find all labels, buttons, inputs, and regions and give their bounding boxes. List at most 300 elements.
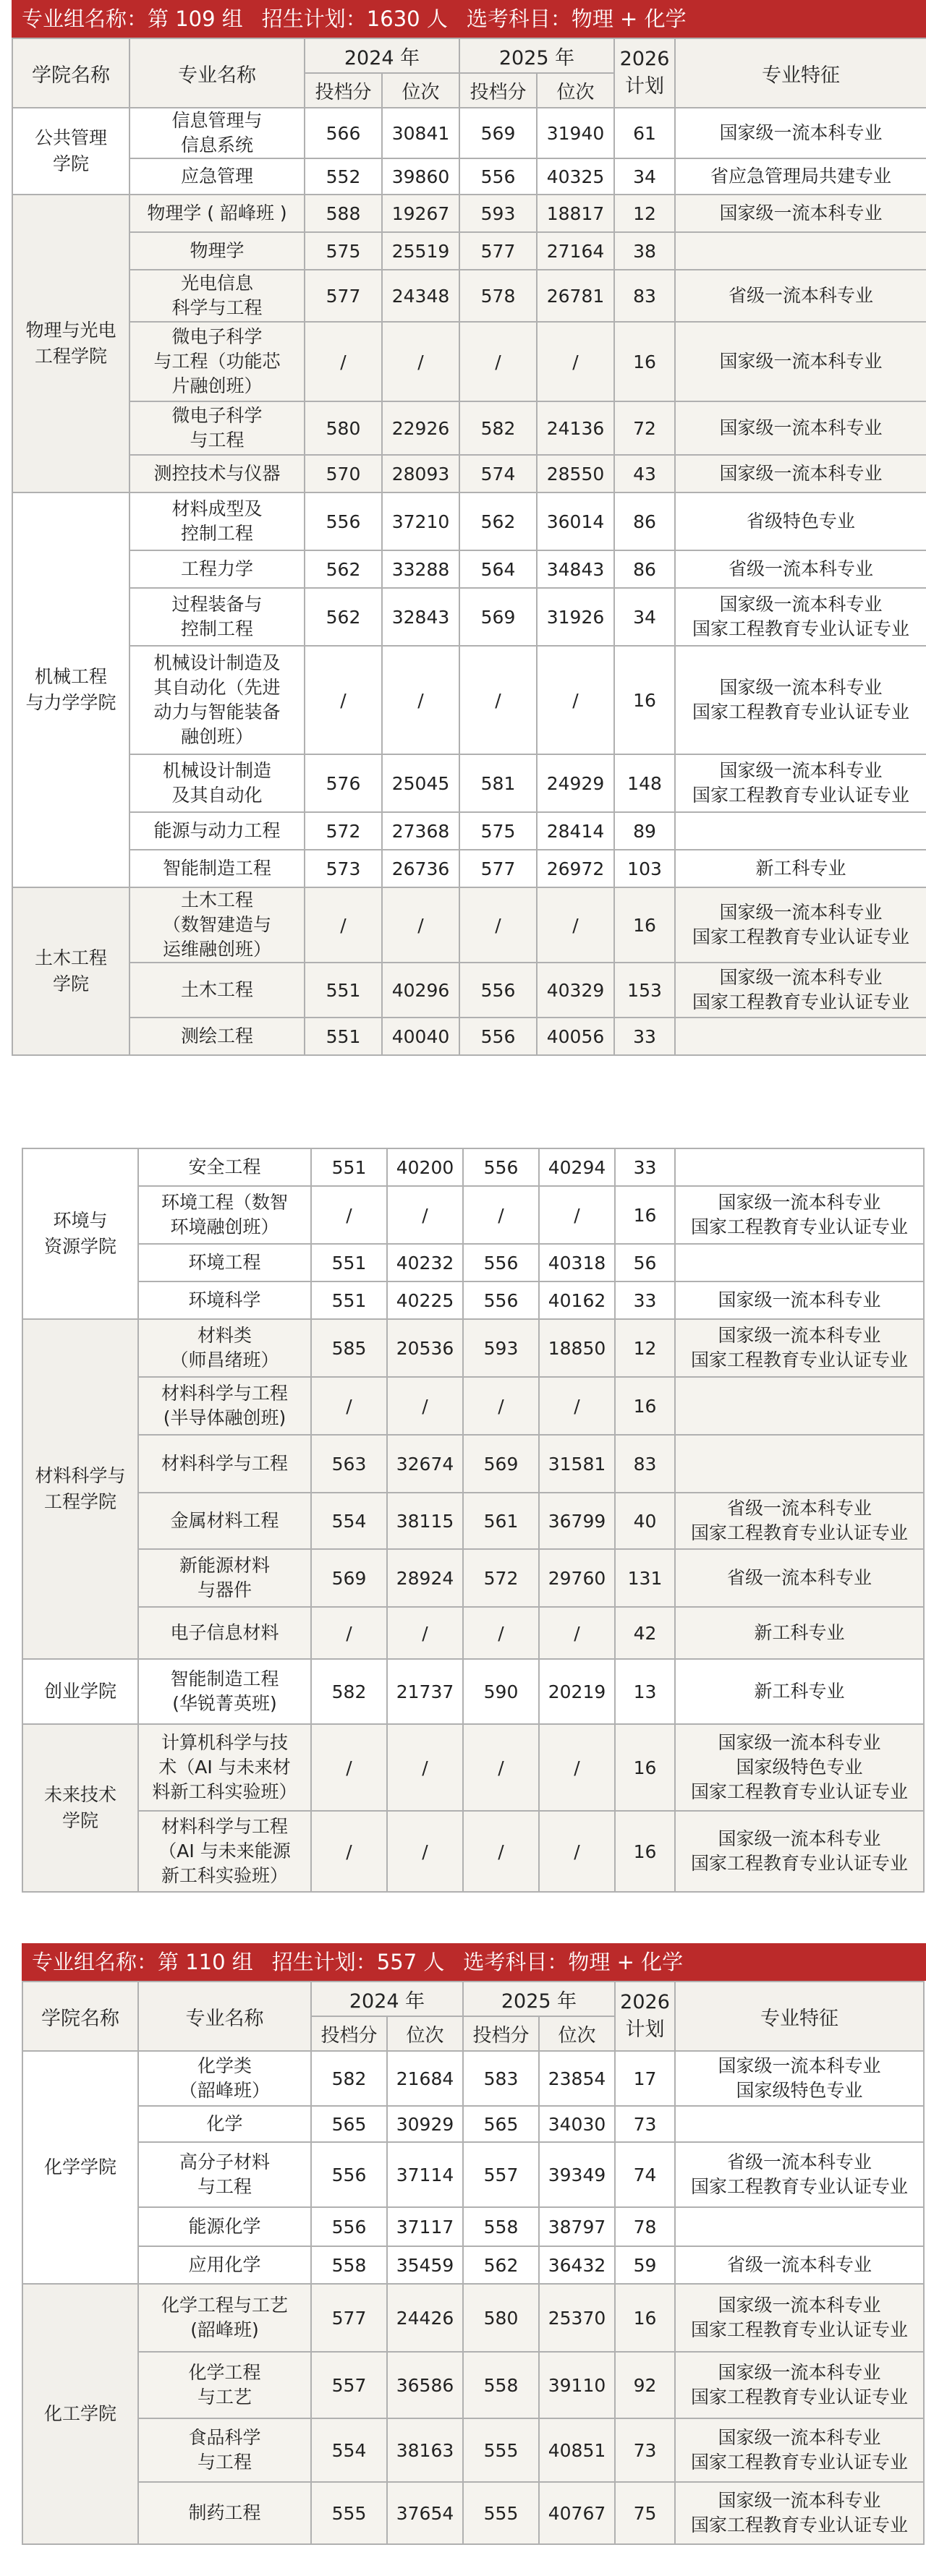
score-2025: / (463, 1186, 539, 1244)
major-feature (675, 1435, 924, 1493)
score-2024: 580 (305, 401, 382, 455)
header-college: 学院名称 (12, 38, 129, 108)
rank-2025: 26972 (537, 850, 614, 887)
score-2025: 564 (459, 550, 537, 588)
score-2024: 556 (305, 492, 382, 550)
table-row (12, 646, 926, 754)
score-2025: 556 (463, 1148, 539, 1186)
score-2025: 569 (463, 1435, 539, 1493)
major-name: 测控技术与仪器 (129, 455, 305, 492)
rank-2024: 37210 (382, 492, 459, 550)
score-2024: 577 (311, 2284, 387, 2352)
score-2025: / (463, 1724, 539, 1811)
major-feature: 省级一流本科专业 (675, 270, 926, 322)
table-row (12, 232, 926, 270)
rank-2025: / (539, 1811, 615, 1892)
plan-2026: 40 (615, 1493, 675, 1549)
plan-2026: 43 (614, 455, 675, 492)
rank-2024: 25045 (382, 754, 459, 812)
table-row (12, 455, 926, 492)
score-2025: 555 (463, 2482, 539, 2544)
score-2024: 554 (311, 1493, 387, 1549)
major-feature (675, 2106, 924, 2142)
rank-2025: 23854 (539, 2051, 615, 2106)
rank-2025: 20219 (539, 1659, 615, 1724)
header-rank-2024: 位次 (387, 2016, 463, 2051)
table-row (12, 158, 926, 195)
rank-2024: 37114 (387, 2142, 463, 2207)
header-score-2025: 投档分 (459, 73, 537, 108)
college-name: 未来技术 学院 (22, 1724, 138, 1892)
plan-2026: 34 (614, 158, 675, 195)
major-name: 能源化学 (138, 2207, 311, 2246)
major-feature: 国家级一流本科专业 (675, 455, 926, 492)
major-feature: 国家级一流本科专业 国家工程教育专业认证专业 (675, 2352, 924, 2418)
rank-2024: 21737 (387, 1659, 463, 1724)
score-2025: 557 (463, 2142, 539, 2207)
rank-2025: 28550 (537, 455, 614, 492)
score-2024: 557 (311, 2352, 387, 2418)
rank-2024: 21684 (387, 2051, 463, 2106)
rank-2024: 35459 (387, 2246, 463, 2284)
major-feature: 省级一流本科专业 (675, 1549, 924, 1607)
table-row (12, 550, 926, 588)
score-2024: 575 (305, 232, 382, 270)
table-row (12, 270, 926, 322)
major-feature: 国家级一流本科专业 国家工程教育专业认证专业 (675, 588, 926, 646)
header-2024: 2024 年 (311, 1982, 463, 2016)
table-row (22, 1659, 924, 1724)
rank-2025: / (537, 322, 614, 401)
major-feature: 国家级一流本科专业 国家工程教育专业认证专业 (675, 646, 926, 754)
major-name: 土木工程 (129, 963, 305, 1018)
score-2024: / (311, 1724, 387, 1811)
score-2024: 554 (311, 2418, 387, 2482)
table-row (12, 754, 926, 812)
major-name: 化学工程 与工艺 (138, 2352, 311, 2418)
table-row (12, 322, 926, 401)
rank-2025: 28414 (537, 812, 614, 850)
table-row (12, 492, 926, 550)
header-score-2024: 投档分 (305, 73, 382, 108)
score-2025: 569 (459, 588, 537, 646)
major-feature: 新工科专业 (675, 1607, 924, 1659)
score-2024: 569 (311, 1549, 387, 1607)
major-name: 过程装备与 控制工程 (129, 588, 305, 646)
plan-2026: 17 (615, 2051, 675, 2106)
major-name: 材料类 （师昌绪班） (138, 1319, 311, 1377)
rank-2024: 37117 (387, 2207, 463, 2246)
major-feature: 国家级一流本科专业 国家工程教育专业认证专业 (675, 1811, 924, 1892)
major-feature: 国家级一流本科专业 国家工程教育专业认证专业 (675, 963, 926, 1018)
rank-2025: / (539, 1724, 615, 1811)
rank-2025: 18817 (537, 195, 614, 232)
rank-2025: 36432 (539, 2246, 615, 2284)
major-feature: 国家级一流本科专业 (675, 401, 926, 455)
score-2025: / (459, 322, 537, 401)
rank-2024: 40040 (382, 1018, 459, 1055)
score-2024: / (305, 322, 382, 401)
plan-2026: 16 (614, 887, 675, 963)
major-name: 环境科学 (138, 1281, 311, 1319)
rank-2024: 30929 (387, 2106, 463, 2142)
score-2024: 570 (305, 455, 382, 492)
rank-2024: 24348 (382, 270, 459, 322)
major-name: 材料科学与工程 （AI 与未来能源 新工科实验班） (138, 1811, 311, 1892)
rank-2025: 39110 (539, 2352, 615, 2418)
plan-2026: 16 (614, 646, 675, 754)
major-name: 新能源材料 与器件 (138, 1549, 311, 1607)
score-2024: 566 (305, 108, 382, 158)
header-rank-2025: 位次 (539, 2016, 615, 2051)
plan-2026: 38 (614, 232, 675, 270)
score-2024: / (305, 887, 382, 963)
table-row (12, 108, 926, 158)
score-2025: 556 (459, 158, 537, 195)
header-plan-2026: 2026 计划 (614, 38, 675, 108)
score-2024: 563 (311, 1435, 387, 1493)
score-2024: 582 (311, 2051, 387, 2106)
rank-2025: 36014 (537, 492, 614, 550)
major-name: 光电信息 科学与工程 (129, 270, 305, 322)
rank-2025: 40056 (537, 1018, 614, 1055)
score-2024: 576 (305, 754, 382, 812)
rank-2025: 24136 (537, 401, 614, 455)
score-2024: 552 (305, 158, 382, 195)
major-feature: 省级一流本科专业 国家工程教育专业认证专业 (675, 1493, 924, 1549)
major-name: 工程力学 (129, 550, 305, 588)
major-feature: 省级特色专业 (675, 492, 926, 550)
rank-2024: / (382, 322, 459, 401)
score-2024: 556 (311, 2207, 387, 2246)
major-name: 测绘工程 (129, 1018, 305, 1055)
score-2025: 577 (459, 232, 537, 270)
major-name: 金属材料工程 (138, 1493, 311, 1549)
rank-2025: 40318 (539, 1244, 615, 1281)
major-name: 安全工程 (138, 1148, 311, 1186)
major-feature: 省级一流本科专业 (675, 550, 926, 588)
score-2025: 555 (463, 2418, 539, 2482)
major-feature: 国家级一流本科专业 国家工程教育专业认证专业 (675, 2418, 924, 2482)
plan-2026: 56 (615, 1244, 675, 1281)
major-name: 物理学 (129, 232, 305, 270)
score-2024: 558 (311, 2246, 387, 2284)
score-2025: 572 (463, 1549, 539, 1607)
major-name: 环境工程（数智 环境融创班） (138, 1186, 311, 1244)
score-2024: 588 (305, 195, 382, 232)
score-2024: 555 (311, 2482, 387, 2544)
score-2024: / (311, 1377, 387, 1435)
major-name: 电子信息材料 (138, 1607, 311, 1659)
major-feature: 国家级一流本科专业 国家工程教育专业认证专业 (675, 1186, 924, 1244)
table-row (12, 1018, 926, 1055)
plan-2026: 75 (615, 2482, 675, 2544)
rank-2025: / (539, 1607, 615, 1659)
major-name: 计算机科学与技 术（AI 与未来材 料新工科实验班） (138, 1724, 311, 1811)
header-score-2025: 投档分 (463, 2016, 539, 2051)
rank-2025: 25370 (539, 2284, 615, 2352)
plan-2026: 16 (615, 1724, 675, 1811)
plan-2026: 12 (614, 195, 675, 232)
major-feature: 省应急管理局共建专业 (675, 158, 926, 195)
score-2024: 551 (311, 1244, 387, 1281)
major-name: 微电子科学 与工程 (129, 401, 305, 455)
table-row (12, 887, 926, 963)
major-name: 材料成型及 控制工程 (129, 492, 305, 550)
rank-2025: / (539, 1186, 615, 1244)
score-2025: 580 (463, 2284, 539, 2352)
rank-2024: 39860 (382, 158, 459, 195)
major-name: 材料科学与工程 (半导体融创班) (138, 1377, 311, 1435)
header-feature: 专业特征 (675, 1982, 924, 2051)
rank-2024: 25519 (382, 232, 459, 270)
table-row (22, 2051, 924, 2106)
rank-2024: / (387, 1377, 463, 1435)
major-feature: 新工科专业 (675, 1659, 924, 1724)
table-row (12, 588, 926, 646)
rank-2024: / (382, 646, 459, 754)
major-name: 环境工程 (138, 1244, 311, 1281)
score-2024: 572 (305, 812, 382, 850)
group-subjects: 选考科目：物理 + 化学 (466, 7, 687, 31)
score-2025: 583 (463, 2051, 539, 2106)
major-feature: 国家级一流本科专业 国家工程教育专业认证专业 (675, 887, 926, 963)
score-2025: 556 (463, 1281, 539, 1319)
rank-2025: 40294 (539, 1148, 615, 1186)
score-2024: 582 (311, 1659, 387, 1724)
score-2024: 562 (305, 550, 382, 588)
plan-2026: 153 (614, 963, 675, 1018)
major-name: 化学类 （韶峰班） (138, 2051, 311, 2106)
score-2024: / (311, 1811, 387, 1892)
college-name: 化学学院 (22, 2051, 138, 2284)
score-2024: 551 (311, 1148, 387, 1186)
major-feature (675, 1377, 924, 1435)
plan-2026: 42 (615, 1607, 675, 1659)
header-2024: 2024 年 (305, 38, 459, 73)
score-2025: 593 (459, 195, 537, 232)
plan-2026: 16 (615, 1377, 675, 1435)
rank-2025: 31581 (539, 1435, 615, 1493)
major-name: 材料科学与工程 (138, 1435, 311, 1493)
plan-2026: 33 (615, 1281, 675, 1319)
plan-2026: 131 (615, 1549, 675, 1607)
score-2025: 577 (459, 850, 537, 887)
rank-2024: 36586 (387, 2352, 463, 2418)
table-row (22, 1549, 924, 1607)
rank-2025: 34843 (537, 550, 614, 588)
rank-2024: 30841 (382, 108, 459, 158)
score-2024: 565 (311, 2106, 387, 2142)
rank-2025: / (537, 887, 614, 963)
rank-2024: 38115 (387, 1493, 463, 1549)
table-row (22, 1186, 924, 1244)
rank-2025: / (537, 646, 614, 754)
header-2025: 2025 年 (459, 38, 614, 73)
plan-2026: 16 (615, 1811, 675, 1892)
major-feature: 国家级一流本科专业 国家级特色专业 国家工程教育专业认证专业 (675, 1724, 924, 1811)
major-feature: 国家级一流本科专业 国家级特色专业 (675, 2051, 924, 2106)
plan-2026: 103 (614, 850, 675, 887)
table-row (22, 1435, 924, 1493)
rank-2025: 40767 (539, 2482, 615, 2544)
admission-table (22, 1148, 925, 1893)
major-feature (675, 1018, 926, 1055)
score-2025: 578 (459, 270, 537, 322)
table-row (22, 1607, 924, 1659)
rank-2024: 40296 (382, 963, 459, 1018)
table-row (22, 2482, 924, 2544)
major-feature: 国家级一流本科专业 国家工程教育专业认证专业 (675, 754, 926, 812)
plan-2026: 73 (615, 2418, 675, 2482)
table-row (12, 812, 926, 850)
rank-2025: 36799 (539, 1493, 615, 1549)
plan-2026: 73 (615, 2106, 675, 2142)
major-feature (675, 232, 926, 270)
rank-2024: 33288 (382, 550, 459, 588)
table-row (22, 2207, 924, 2246)
table-row (22, 2284, 924, 2352)
header-major: 专业名称 (138, 1982, 311, 2051)
major-feature: 国家级一流本科专业 国家工程教育专业认证专业 (675, 1319, 924, 1377)
score-2024: 556 (311, 2142, 387, 2207)
group-banner (12, 0, 926, 38)
major-feature: 国家级一流本科专业 国家工程教育专业认证专业 (675, 2482, 924, 2544)
group-banner (22, 1943, 926, 1981)
rank-2025: 38797 (539, 2207, 615, 2246)
table-row (22, 2246, 924, 2284)
score-2024: 551 (311, 1281, 387, 1319)
rank-2024: / (387, 1724, 463, 1811)
score-2025: 556 (459, 1018, 537, 1055)
rank-2025: 24929 (537, 754, 614, 812)
score-2024: 585 (311, 1319, 387, 1377)
major-feature: 国家级一流本科专业 (675, 108, 926, 158)
major-name: 微电子科学 与工程（功能芯 片融创班） (129, 322, 305, 401)
major-name: 化学工程与工艺 (韶峰班) (138, 2284, 311, 2352)
major-name: 物理学 ( 韶峰班 ) (129, 195, 305, 232)
rank-2024: 40200 (387, 1148, 463, 1186)
table-row (12, 963, 926, 1018)
score-2024: / (311, 1607, 387, 1659)
major-feature: 省级一流本科专业 国家工程教育专业认证专业 (675, 2142, 924, 2207)
rank-2025: / (539, 1377, 615, 1435)
plan-2026: 78 (615, 2207, 675, 2246)
major-name: 食品科学 与工程 (138, 2418, 311, 2482)
rank-2024: / (387, 1811, 463, 1892)
score-2024: 551 (305, 1018, 382, 1055)
score-2025: / (463, 1811, 539, 1892)
major-name: 能源与动力工程 (129, 812, 305, 850)
group-plan: 招生计划：557 人 (271, 1950, 445, 1974)
header-plan-2026: 2026 计划 (615, 1982, 675, 2051)
college-name: 材料科学与 工程学院 (22, 1319, 138, 1659)
rank-2025: 40325 (537, 158, 614, 195)
table-row (22, 2142, 924, 2207)
rank-2024: / (387, 1607, 463, 1659)
score-2025: 582 (459, 401, 537, 455)
major-feature (675, 812, 926, 850)
score-2025: / (459, 646, 537, 754)
plan-2026: 86 (614, 492, 675, 550)
table-row (22, 1724, 924, 1811)
major-feature (675, 2207, 924, 2246)
rank-2025: 29760 (539, 1549, 615, 1607)
plan-2026: 61 (614, 108, 675, 158)
major-feature (675, 1148, 924, 1186)
plan-2026: 16 (615, 2284, 675, 2352)
plan-2026: 83 (614, 270, 675, 322)
score-2025: 556 (459, 963, 537, 1018)
score-2025: 574 (459, 455, 537, 492)
major-feature (675, 1244, 924, 1281)
score-2025: 581 (459, 754, 537, 812)
score-2025: 575 (459, 812, 537, 850)
major-feature: 国家级一流本科专业 (675, 322, 926, 401)
rank-2025: 40851 (539, 2418, 615, 2482)
major-name: 土木工程 （数智建造与 运维融创班） (129, 887, 305, 963)
table-row (22, 1244, 924, 1281)
rank-2024: 40232 (387, 1244, 463, 1281)
score-2025: 558 (463, 2352, 539, 2418)
major-name: 应用化学 (138, 2246, 311, 2284)
major-name: 化学 (138, 2106, 311, 2142)
table-row (22, 2352, 924, 2418)
plan-2026: 33 (615, 1148, 675, 1186)
major-name: 信息管理与 信息系统 (129, 108, 305, 158)
rank-2024: 27368 (382, 812, 459, 850)
rank-2024: 22926 (382, 401, 459, 455)
header-rank-2024: 位次 (382, 73, 459, 108)
major-name: 智能制造工程 (129, 850, 305, 887)
rank-2025: 18850 (539, 1319, 615, 1377)
college-name: 公共管理 学院 (12, 108, 129, 195)
rank-2024: 32674 (387, 1435, 463, 1493)
score-2025: / (463, 1607, 539, 1659)
table-row (22, 1319, 924, 1377)
score-2024: 562 (305, 588, 382, 646)
college-name: 土木工程 学院 (12, 887, 129, 1055)
major-name: 应急管理 (129, 158, 305, 195)
score-2025: 569 (459, 108, 537, 158)
major-name: 智能制造工程 (华锐菁英班) (138, 1659, 311, 1724)
rank-2024: 40225 (387, 1281, 463, 1319)
plan-2026: 83 (615, 1435, 675, 1493)
rank-2024: 28093 (382, 455, 459, 492)
rank-2024: 28924 (387, 1549, 463, 1607)
plan-2026: 86 (614, 550, 675, 588)
admission-table (12, 38, 926, 1056)
rank-2025: 31940 (537, 108, 614, 158)
major-name: 机械设计制造 及其自动化 (129, 754, 305, 812)
rank-2024: / (387, 1186, 463, 1244)
major-feature: 国家级一流本科专业 (675, 195, 926, 232)
rank-2025: 34030 (539, 2106, 615, 2142)
rank-2024: 32843 (382, 588, 459, 646)
score-2025: 562 (463, 2246, 539, 2284)
college-name: 创业学院 (22, 1659, 138, 1724)
group-subjects: 选考科目：物理 + 化学 (463, 1950, 684, 1974)
score-2024: / (311, 1186, 387, 1244)
score-2025: / (463, 1377, 539, 1435)
table-row (22, 1493, 924, 1549)
plan-2026: 33 (614, 1018, 675, 1055)
major-feature: 新工科专业 (675, 850, 926, 887)
header-college: 学院名称 (22, 1982, 138, 2051)
table-row (12, 401, 926, 455)
table-row (22, 1811, 924, 1892)
table-row (22, 1281, 924, 1319)
